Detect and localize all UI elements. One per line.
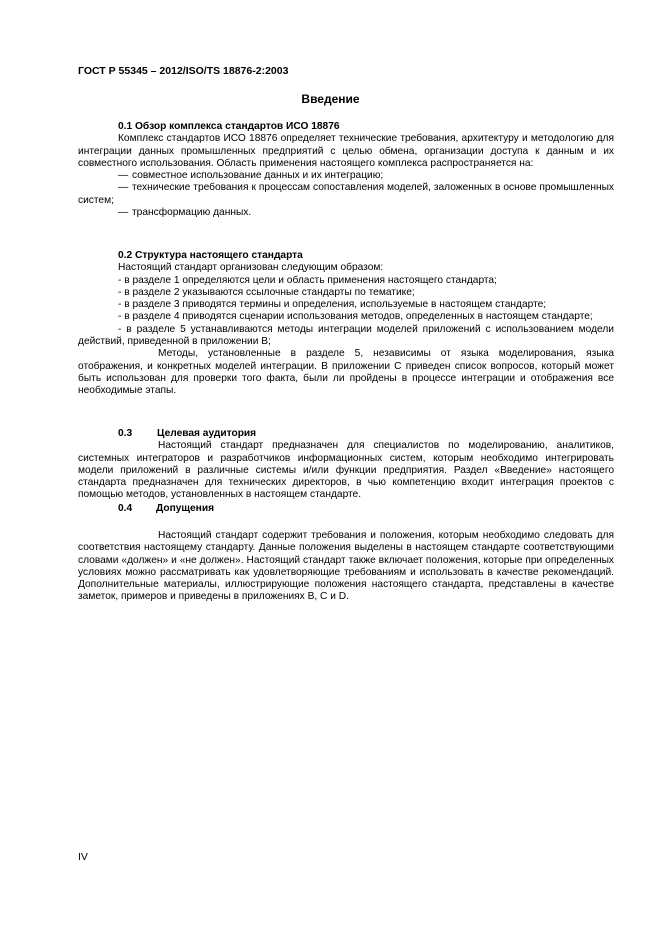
section-audience-heading xyxy=(118,428,614,440)
dash-marker: — xyxy=(118,170,129,182)
list-item: - в разделе 4 приводятся сценарии использования методов, определенных в настоящем стандарте; xyxy=(118,311,593,323)
section-assumptions-heading-block xyxy=(78,503,614,515)
section-structure-intro: Настоящий стандарт организован следующим образом: xyxy=(118,262,384,274)
section-structure xyxy=(78,250,614,398)
list-item: - в разделе 1 определяются цели и область применения настоящего стандарта; xyxy=(118,274,497,286)
list-item: - в разделе 3 приводятся термины и определения, используемые в настоящем стандарте; xyxy=(118,299,547,311)
section-audience-title: Целевая аудитория xyxy=(157,428,257,439)
section-assumptions xyxy=(78,530,614,604)
page-title: Введение xyxy=(301,92,360,106)
section-number: 0.4 xyxy=(118,503,133,514)
dash-marker: — xyxy=(118,207,129,219)
section-number: 0.3 xyxy=(118,428,133,439)
page-number: IV xyxy=(78,851,88,863)
section-overview xyxy=(78,121,614,219)
document-code-header: ГОСТ Р 55345 – 2012/ISO/TS 18876-2:2003 xyxy=(78,65,289,77)
list-item xyxy=(78,170,614,182)
section-structure-title: 0.2 Структура настоящего стандарта xyxy=(118,250,303,261)
section-overview-title: 0.1 Обзор комплекса стандартов ИСО 18876 xyxy=(118,121,340,132)
section-structure-closing: Методы, установленные в разделе 5, независимы от языка моделирования, языка отображения, и конкретных моделей интеграции. В приложении C приведен список вопросов, который может быть использован для проверки того факта, были ли пройдены в процессе интеграции и отображения все необходимые этапы. xyxy=(78,348,614,397)
dash-marker: — xyxy=(118,182,129,194)
section-assumptions-heading xyxy=(118,503,614,515)
list-item xyxy=(78,207,614,219)
list-item-text: совместное использование данных и их интеграцию; xyxy=(132,170,384,182)
section-audience xyxy=(78,428,614,502)
list-item: - в разделе 5 устанавливаются методы интеграции моделей приложений с использованием модели действий, приведенной в приложении B; xyxy=(78,323,614,348)
section-assumptions-title: Допущения xyxy=(156,503,215,514)
list-item: - в разделе 2 указываются ссылочные стандарты по тематике; xyxy=(118,286,415,298)
list-item-text: трансформацию данных. xyxy=(132,207,252,219)
list-item-text: технические требования к процессам сопоставления моделей, заложенных в основе промышленных систем; xyxy=(78,182,614,206)
section-audience-text: Настоящий стандарт предназначен для специалистов по моделированию, аналитиков, системных интеграторов и разработчиков информационных систем, которым необходимо интегрировать модели приложений в различные системы и/или функции предприятия. Раздел «Введение» настоящего стандарта предназначен для технических директоров, в чью компетенцию входит интеграция проектов с помощью методов, установленных в настоящем стандарте. xyxy=(78,440,614,501)
list-item xyxy=(78,182,614,207)
section-assumptions-text: Настоящий стандарт содержит требования и положения, которым необходимо следовать для соответствия настоящему стандарту. Данные положения выделены в настоящем стандарте соответствующими словами «должен» и «не должен». Настоящий стандарт также включает положения, которые при определенных условиях можно рассматривать как удовлетворяющие требованиям и использовать в качестве рекомендаций. Дополнительные материалы, иллюстрирующие положения настоящего стандарта, представлены в качестве заметок, примеров и приведены в приложениях B, C и D. xyxy=(78,530,614,603)
section-overview-intro: Комплекс стандартов ИСО 18876 определяет технические требования, архитектуру и методологию для интеграции данных промышленных предприятий с целью обмена, организации доступа к данным и их совместного использования. Область применения настоящего комплекса распространяется на: xyxy=(78,133,614,169)
